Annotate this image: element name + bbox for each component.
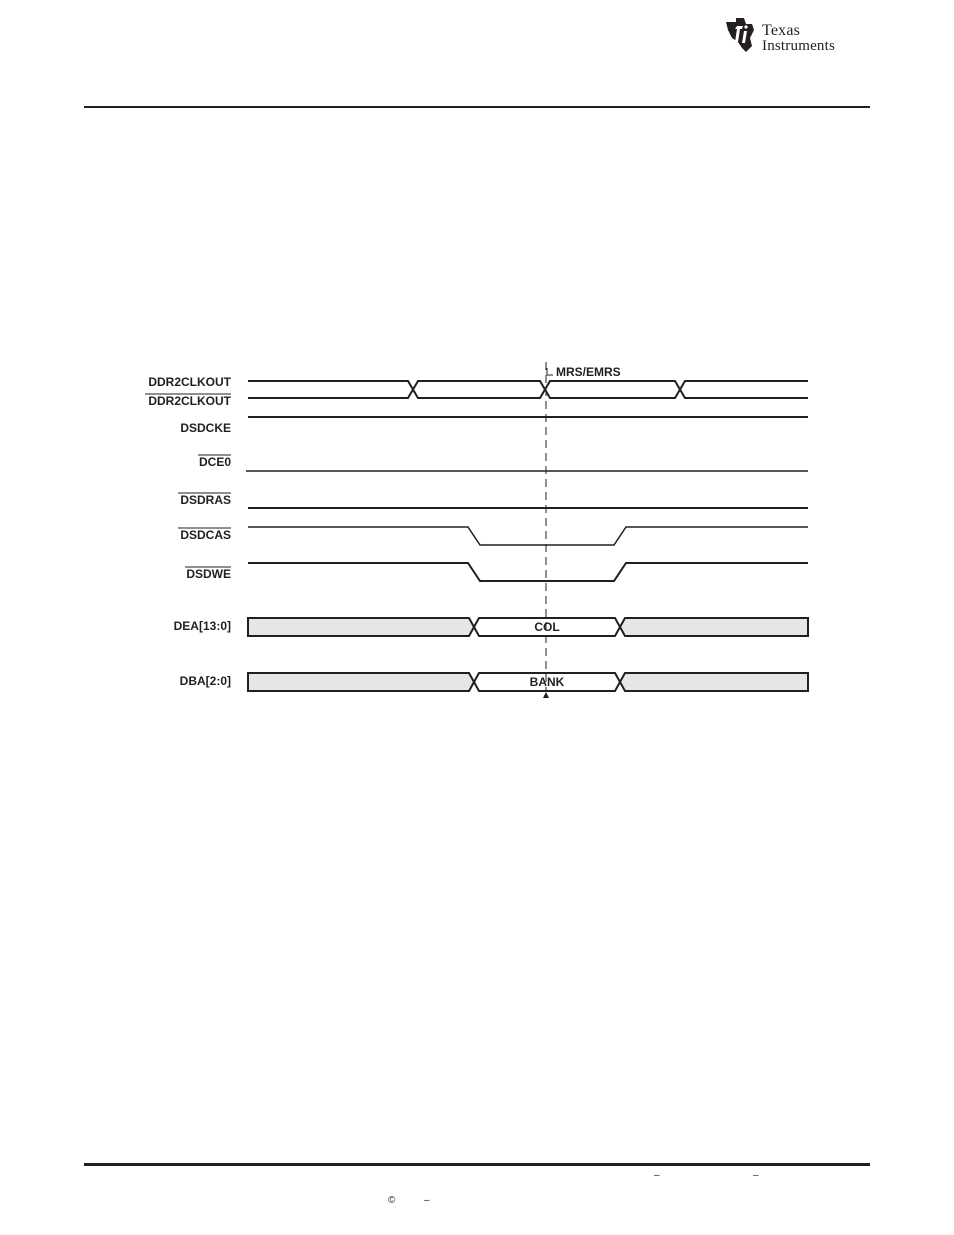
waveform-ddr2clkout-n (248, 381, 808, 398)
signal-label-ddr2clkout: DDR2CLKOUT (148, 375, 231, 389)
waveform-ddr2clkout (248, 381, 808, 398)
bus-dea-before (248, 618, 474, 636)
waveform-dsdcas (248, 527, 808, 545)
signal-label-dba: DBA[2:0] (179, 674, 231, 688)
footer-mark-3: – (424, 1195, 430, 1206)
footer-mark-2: – (753, 1170, 759, 1181)
logo-text-texas: Texas (762, 22, 801, 39)
signal-label-ddr2clkout-n: DDR2CLKOUT (148, 394, 231, 408)
signal-label-dsdwe: DSDWE (186, 567, 231, 581)
signal-label-dce0: DCE0 (198, 455, 231, 469)
signal-label-dea: DEA[13:0] (173, 619, 231, 633)
bus-dba-before (248, 673, 474, 691)
signal-label-dsdcke: DSDCKE (180, 421, 231, 435)
reference-arrow-icon (543, 692, 549, 698)
signal-label-dsdcas: DSDCAS (180, 528, 231, 542)
bus-dea-text: COL (534, 620, 560, 634)
waveform-dsdwe (248, 563, 808, 581)
footer-rule (84, 1163, 870, 1166)
signal-label-dsdras: DSDRAS (180, 493, 231, 507)
footer-copyright: © (388, 1195, 396, 1206)
bus-dba-text: BANK (529, 675, 565, 689)
bus-dba-after (620, 673, 808, 691)
annotation-mrs-emrs: MRS/EMRS (556, 365, 621, 379)
bus-dea-after (620, 618, 808, 636)
footer-mark-1: – (654, 1170, 660, 1181)
logo-text-instruments: Instruments (762, 38, 836, 54)
annotation-leader (547, 368, 553, 375)
